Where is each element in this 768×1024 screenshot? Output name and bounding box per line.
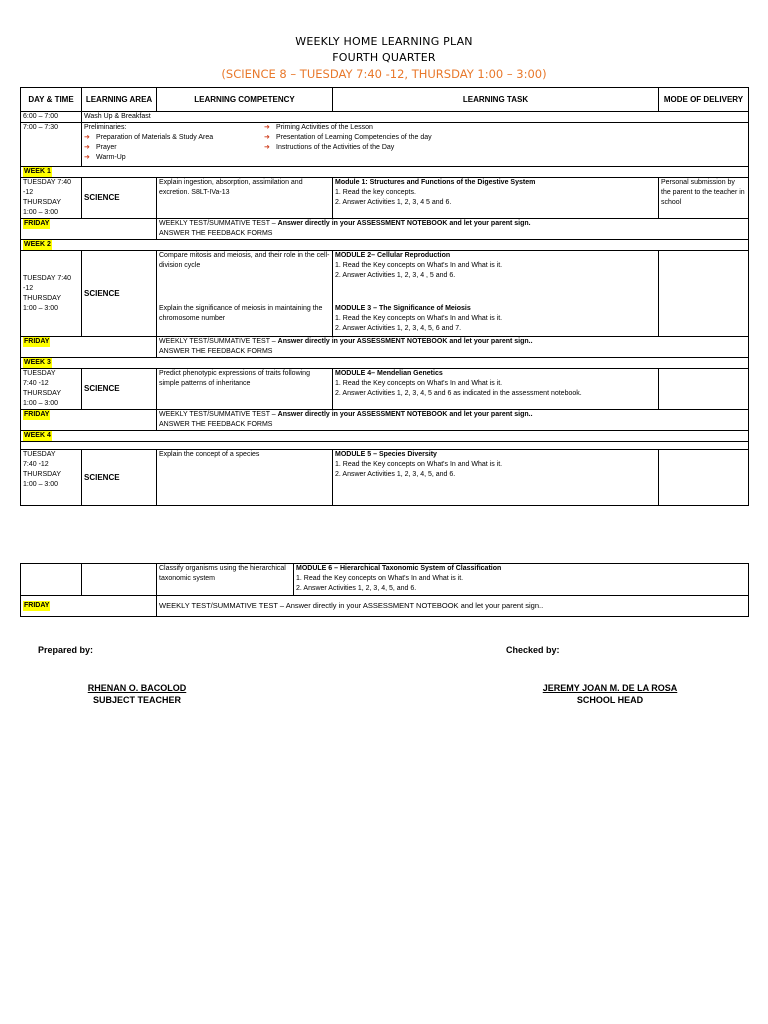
week-label: WEEK 1 (24, 168, 51, 175)
routine-row-2 (21, 123, 749, 167)
task-cell (333, 178, 659, 219)
week-label: WEEK 4 (24, 432, 51, 439)
list-item (264, 143, 432, 153)
routine-time-2: 7:00 – 7:30 (21, 123, 82, 167)
list-item (84, 153, 264, 163)
quarter-title: FOURTH QUARTER (332, 51, 436, 64)
mode-cell (659, 369, 749, 410)
routine-row-1 (21, 112, 749, 123)
list-item (264, 123, 432, 133)
table-row (21, 251, 749, 337)
prelim-title: Preliminaries: (84, 124, 127, 131)
table-row (21, 450, 749, 506)
task-cell (333, 251, 659, 337)
friday-test-label: WEEKLY TEST/SUMMATIVE TEST – (159, 411, 278, 418)
friday-instruction: Answer directly in your ASSESSMENT NOTEBOOK and let your parent sign.. (277, 411, 533, 418)
week-label: WEEK 2 (24, 241, 51, 248)
friday-instruction: Answer directly in your ASSESSMENT NOTEBOOK and let your parent sign.. (277, 338, 533, 345)
list-item (84, 133, 264, 143)
arrow-bullet-icon: ➜ (84, 144, 90, 151)
learning-area-cell (82, 564, 157, 596)
checked-by-label: Checked by: (506, 645, 560, 655)
list-item-text: Preparation of Materials & Study Area (96, 134, 214, 141)
competency-cell: Explain ingestion, absorption, assimilation and excretion. S8LT-IVa-13 (157, 178, 333, 219)
module-title: Module 1: Structures and Functions of the Digestive System (335, 179, 536, 186)
friday-label: FRIDAY (24, 338, 50, 345)
document-title: WEEKLY HOME LEARNING PLAN (295, 35, 473, 48)
task-step: 2. Answer Activities 1, 2, 3, 4 , 5 and 6. (335, 272, 456, 279)
module-title: MODULE 6 – Hierarchical Taxonomic System of Classification (296, 565, 502, 572)
table-row (21, 178, 749, 219)
task-step: 1. Read the Key concepts on What's In and What is it. (335, 461, 503, 468)
task-step: 1. Read the key concepts. (335, 189, 416, 196)
prepared-by-label: Prepared by: (38, 645, 94, 655)
task-cell (333, 369, 659, 410)
col-task: LEARNING TASK (333, 88, 659, 112)
list-item-text: Prayer (96, 144, 117, 151)
col-competency: LEARNING COMPETENCY (157, 88, 333, 112)
friday-text-cell: WEEKLY TEST/SUMMATIVE TEST – Answer directly in your ASSESSMENT NOTEBOOK and let your parent sign.. (157, 596, 749, 617)
feedback-text: ANSWER THE FEEDBACK FORMS (159, 230, 273, 237)
friday-label: FRIDAY (24, 220, 50, 227)
friday-row (21, 337, 749, 358)
arrow-bullet-icon: ➜ (264, 134, 270, 141)
routine-text-1: Wash Up & Breakfast (82, 112, 749, 123)
arrow-bullet-icon: ➜ (84, 154, 90, 161)
module-title: MODULE 2– Cellular Reproduction (335, 252, 451, 259)
list-item (264, 133, 432, 143)
checked-role: SCHOOL HEAD (576, 695, 644, 705)
task-cell (333, 450, 659, 506)
week-label: WEEK 3 (24, 359, 51, 366)
friday-text-cell (157, 219, 749, 240)
friday-label: FRIDAY (24, 411, 50, 418)
routine-time-1: 6:00 – 7:00 (21, 112, 82, 123)
feedback-text: ANSWER THE FEEDBACK FORMS (159, 348, 273, 355)
week-row (21, 240, 749, 251)
lesson-steps-list (264, 123, 432, 163)
day-time-cell: TUESDAY 7:40 -12 THURSDAY 1:00 – 3:00 (21, 369, 82, 410)
feedback-text: ANSWER THE FEEDBACK FORMS (159, 421, 273, 428)
week-row (21, 167, 749, 178)
learning-area-cell: SCIENCE (82, 251, 157, 337)
task-step: 1. Read the Key concepts on What's In and What is it. (335, 262, 503, 269)
header-row (21, 88, 749, 112)
list-item (84, 143, 264, 153)
friday-row (21, 596, 749, 617)
learning-area-cell: SCIENCE (82, 369, 157, 410)
competency-cell: Predict phenotypic expressions of traits following simple patterns of inheritance (157, 369, 333, 410)
arrow-bullet-icon: ➜ (84, 134, 90, 141)
task-step: 2. Answer Activities 1, 2, 3, 4, 5 and 6 as indicated in the assessment notebook. (335, 390, 582, 397)
task-step: 2. Answer Activities 1, 2, 3, 4, 5, and 6. (296, 585, 417, 592)
task-step: 1. Read the Key concepts on What's In and What is it. (335, 380, 503, 387)
prepared-signature (62, 682, 212, 706)
table-row (21, 564, 749, 596)
col-day-time: DAY & TIME (21, 88, 82, 112)
mode-cell: Personal submission by the parent to the teacher in school (659, 178, 749, 219)
mode-cell (659, 450, 749, 506)
day-time-cell (21, 564, 82, 596)
friday-text-cell (157, 337, 749, 358)
module-title: MODULE 4– Mendelian Genetics (335, 370, 443, 377)
list-item-text: Warm-Up (96, 154, 126, 161)
task-step: 2. Answer Activities 1, 2, 3, 4, 5, and 6. (335, 471, 456, 478)
mode-cell (659, 251, 749, 337)
friday-test-label: WEEKLY TEST/SUMMATIVE TEST – (159, 338, 278, 345)
competency-cell: Classify organisms using the hierarchical taxonomic system (157, 564, 294, 596)
competency-cell (157, 251, 333, 337)
day-time-cell: TUESDAY 7:40 -12 THURSDAY 1:00 – 3:00 (21, 450, 82, 506)
day-time-cell: TUESDAY 7:40 -12 THURSDAY 1:00 – 3:00 (21, 178, 82, 219)
friday-row (21, 410, 749, 431)
week-row (21, 431, 749, 442)
learning-plan-table (20, 87, 749, 506)
task-step: 1. Read the Key concepts on What's In and What is it. (335, 315, 503, 322)
learning-area-cell: SCIENCE (82, 178, 157, 219)
task-step: 1. Read the Key concepts on What's In and What is it. (296, 575, 464, 582)
module-title: MODULE 3 – The Significance of Meiosis (335, 305, 471, 312)
list-item-text: Instructions of the Activities of the Day (276, 144, 395, 151)
competency-text: Compare mitosis and meiosis, and their role in the cell-division cycle (159, 252, 330, 269)
arrow-bullet-icon: ➜ (264, 124, 270, 131)
spacer-row (21, 442, 749, 450)
schedule-subtitle: (SCIENCE 8 – TUESDAY 7:40 -12, THURSDAY 1:00 – 3:00) (221, 67, 547, 81)
continuation-table (20, 563, 749, 617)
col-mode: MODE OF DELIVERY (659, 88, 749, 112)
table-row (21, 369, 749, 410)
day-time-cell: TUESDAY 7:40 -12 THURSDAY 1:00 – 3:00 (21, 251, 82, 337)
competency-text: Explain the significance of meiosis in maintaining the chromosome number (159, 305, 323, 322)
task-cell (294, 564, 749, 596)
list-item-text: Priming Activities of the Lesson (276, 124, 373, 131)
preliminaries-cell (82, 123, 749, 167)
week-row (21, 358, 749, 369)
arrow-bullet-icon: ➜ (264, 144, 270, 151)
prepared-role: SUBJECT TEACHER (92, 695, 181, 705)
task-step: 2. Answer Activities 1, 2, 3, 4, 5, 6 and 7. (335, 325, 462, 332)
friday-row (21, 219, 749, 240)
module-title: MODULE 5 – Species Diversity (335, 451, 437, 458)
learning-area-cell: SCIENCE (82, 450, 157, 506)
list-item-text: Presentation of Learning Competencies of the day (276, 134, 432, 141)
prepared-name: RHENAN O. BACOLOD (87, 683, 187, 693)
page-header (0, 34, 768, 83)
friday-label: FRIDAY (24, 602, 50, 609)
prelim-list (84, 133, 264, 163)
competency-cell: Explain the concept of a species (157, 450, 333, 506)
friday-instruction: Answer directly in your ASSESSMENT NOTEBOOK and let your parent sign. (277, 220, 531, 227)
task-step: 2. Answer Activities 1, 2, 3, 4 5 and 6. (335, 199, 452, 206)
col-learning-area: LEARNING AREA (82, 88, 157, 112)
friday-text-cell (157, 410, 749, 431)
checked-name: JEREMY JOAN M. DE LA ROSA (542, 683, 678, 693)
checked-signature (520, 682, 700, 706)
friday-test-label: WEEKLY TEST/SUMMATIVE TEST – (159, 220, 278, 227)
